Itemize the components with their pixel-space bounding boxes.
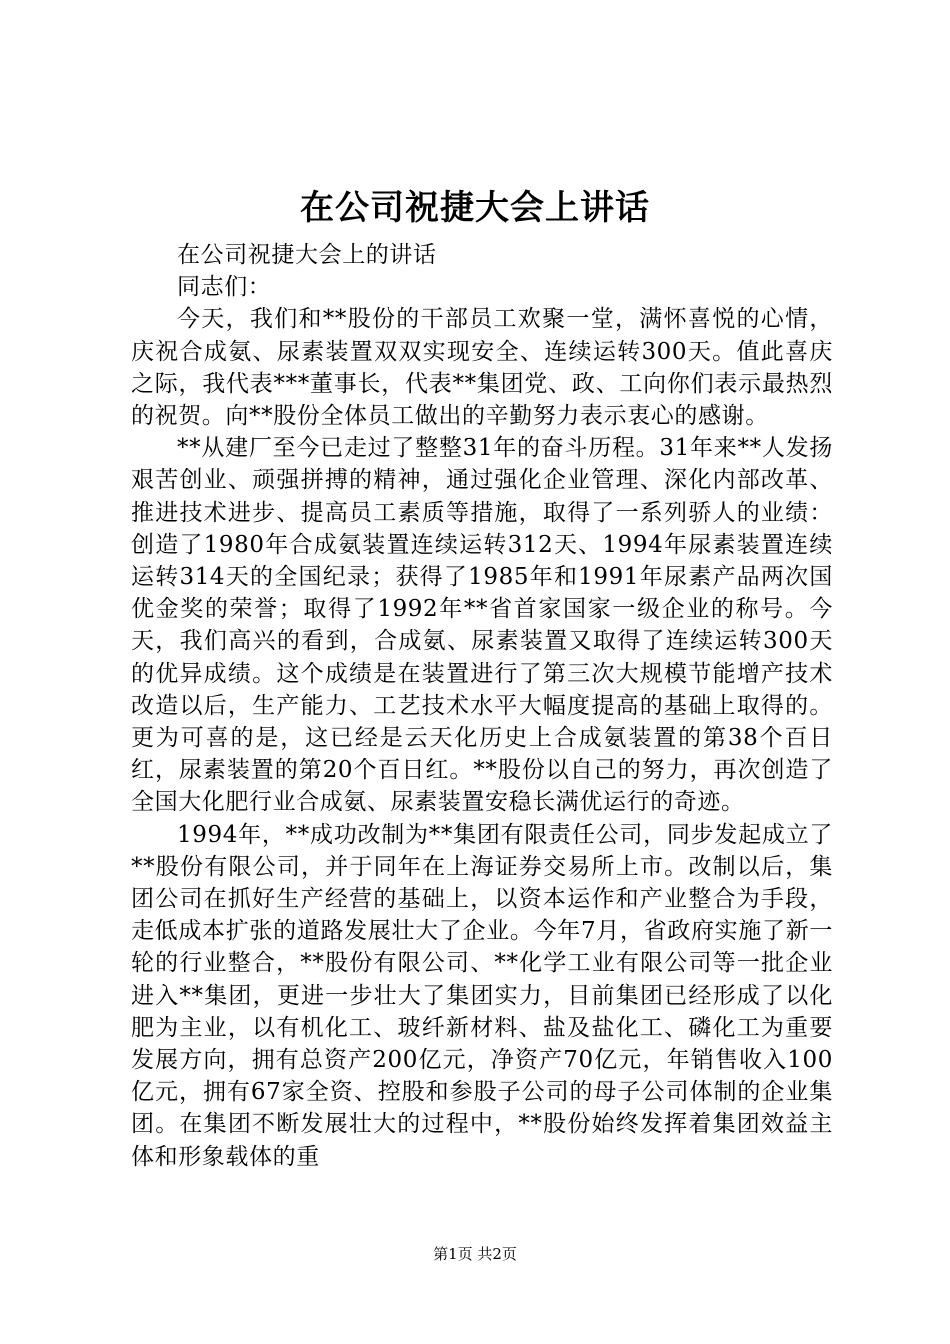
- salutation-paragraph: 同志们：: [177, 274, 272, 301]
- page-footer: 第1页 共2页: [433, 1245, 517, 1263]
- body-paragraph: **从建厂至今已走过了整整31年的奋斗历程。31年来**人发扬艰苦创业、顽强拼搏的精神，通过强化企业管理、深化内部改革、推进技术进步、提高员工素质等措施，取得了一系列骄人的业绩：创造了1980年合成氨装置连续运转312天、1994年尿素装置连续运转314天的全国纪录；获得了1985年和1991年尿素产品两次国优金奖的荣誉；取得了1992年**省首家国家一级企业的称号。今天，我们高兴的看到，合成氨、尿素装置又取得了连续运转300天的优异成绩。这个成绩是在装置进行了第三次大规模节能增产技术改造以后，生产能力、工艺技术水平大幅度提高的基础上取得的。更为可喜的是，这已经是云天化历史上合成氨装置的第38个百日红，尿素装置的第20个百日红。**股份以自己的努力，再次创造了全国大化肥行业合成氨、尿素装置安稳长满优运行的奇迹。: [131, 435, 833, 816]
- body-paragraph: 1994年，**成功改制为**集团有限责任公司，同步发起成立了**股份有限公司，并于同年在上海证券交易所上市。改制以后，集团公司在抓好生产经营的基础上，以资本运作和产业整合为手段，走低成本扩张的道路发展壮大了企业。今年7月，省政府实施了新一轮的行业整合，**股份有限公司、**化学工业有限公司等一批企业进入**集团，更进一步壮大了集团实力，目前集团已经形成了以化肥为主业，以有机化工、玻纤新材料、盐及盐化工、磷化工为重要发展方向，拥有总资产200亿元，净资产70亿元，年销售收入100亿元，拥有67家全资、控股和参股子公司的母子公司体制的企业集团。在集团不断发展壮大的过程中，**股份始终发挥着集团效益主体和形象载体的重: [131, 821, 833, 1170]
- document-body: [131, 239, 833, 1173]
- page-title: 在公司祝捷大会上讲话: [300, 188, 650, 228]
- subtitle-paragraph: 在公司祝捷大会上的讲话: [177, 242, 437, 268]
- body-paragraph: 今天，我们和**股份的干部员工欢聚一堂，满怀喜悦的心情，庆祝合成氨、尿素装置双双实现安全、连续运转300天。值此喜庆之际，我代表***董事长，代表**集团党、政、工向你们表示最热烈的祝贺。向**股份全体员工做出的辛勤努力表示衷心的感谢。: [131, 306, 833, 430]
